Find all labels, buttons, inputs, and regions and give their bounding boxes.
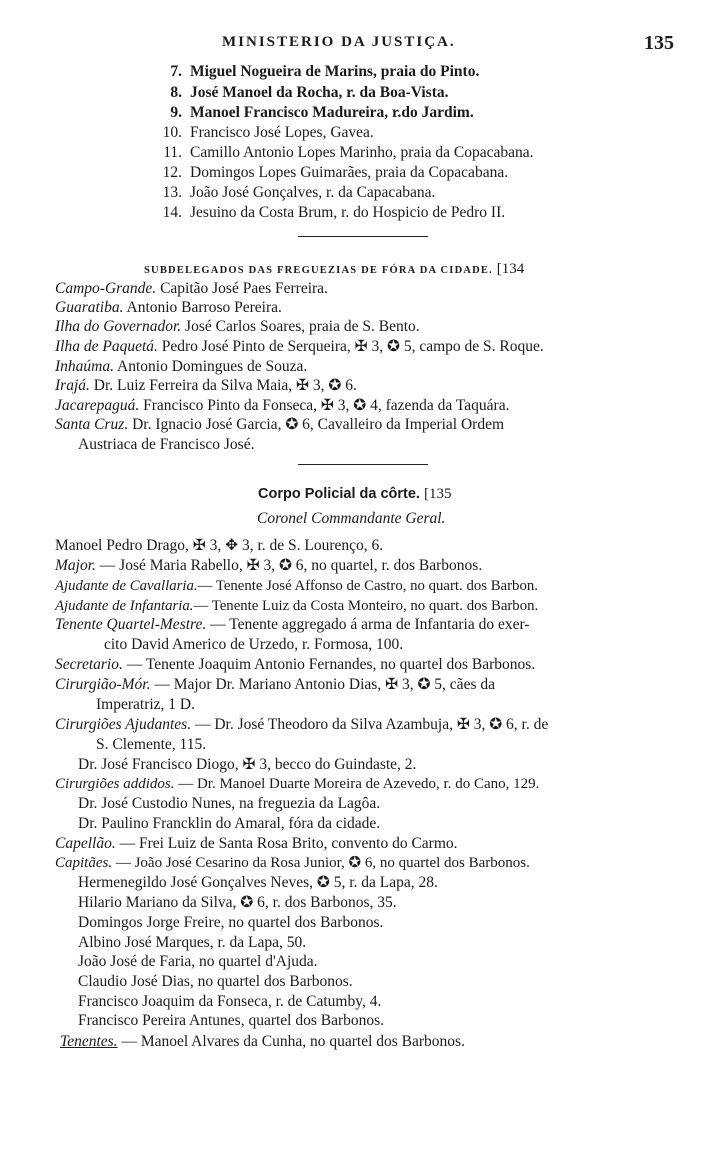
list-item: Santa Cruz. Dr. Ignacio José Garcia, ✪ 6, Cavalleiro da Imperial Ordem xyxy=(55,416,505,433)
list-item: Francisco Joaquim da Fonseca, r. de Catumby, 4. xyxy=(78,993,382,1010)
list-item: Domingos Jorge Freire, no quartel dos Barbonos. xyxy=(78,914,384,931)
list-item-continuation: Imperatriz, 1 D. xyxy=(96,696,195,713)
list-item: Capellão. — Frei Luiz de Santa Rosa Brito, convento do Carmo. xyxy=(55,835,458,852)
running-header xyxy=(0,34,714,58)
list-item: Inhaúma. Antonio Domingues de Souza. xyxy=(55,358,308,375)
list-item: Capitães. — João José Cesarino da Rosa Junior, ✪ 6, no quartel dos Barbonos. xyxy=(55,855,530,871)
section-divider xyxy=(298,236,428,237)
list-item: Tenente Quartel-Mestre. — Tenente aggregado á arma de Infantaria do exer- xyxy=(55,616,530,633)
list-item: 11. Camillo Antonio Lopes Marinho, praia da Copacabana. xyxy=(163,144,534,161)
section-ref: [134 xyxy=(496,261,525,277)
list-item: Guaratiba. Antonio Barroso Pereira. xyxy=(55,299,282,316)
list-item: Campo-Grande. Capitão José Paes Ferreira. xyxy=(55,280,328,297)
list-item: Cirurgiões addidos. — Dr. Manoel Duarte Moreira de Azevedo, r. do Cano, 129. xyxy=(55,776,540,792)
list-item: Cirurgiões Ajudantes. — Dr. José Theodoro da Silva Azambuja, ✠ 3, ✪ 6, r. de xyxy=(55,716,549,733)
list-item: Dr. Paulino Francklin do Amaral, fóra da cidade. xyxy=(78,815,381,832)
list-item: Hilario Mariano da Silva, ✪ 6, r. dos Barbonos, 35. xyxy=(78,894,397,911)
list-item: Ajudante de Cavallaria.— Tenente José Affonso de Castro, no quart. dos Barbon. xyxy=(55,578,538,594)
list-item: Irajá. Dr. Luiz Ferreira da Silva Maia, ✠ 3, ✪ 6. xyxy=(55,377,357,394)
list-item: Dr. José Francisco Diogo, ✠ 3, becco do Guindaste, 2. xyxy=(78,756,417,773)
section-divider xyxy=(298,464,428,465)
list-item: Claudio José Dias, no quartel dos Barbonos. xyxy=(78,973,353,990)
list-item: 10. Francisco José Lopes, Gavea. xyxy=(162,124,374,141)
list-item: 13. João José Gonçalves, r. da Capacabana. xyxy=(162,184,436,201)
list-item: 14. Jesuino da Costa Brum, r. do Hospicio de Pedro II. xyxy=(162,204,506,221)
list-item: Hermenegildo José Gonçalves Neves, ✪ 5, r. da Lapa, 28. xyxy=(78,874,438,891)
list-item: Albino José Marques, r. da Lapa, 50. xyxy=(78,934,307,951)
list-item: Secretario. — Tenente Joaquim Antonio Fernandes, no quartel dos Barbonos. xyxy=(55,656,536,673)
section-ref: [135 xyxy=(423,486,452,502)
list-item: Ilha do Governador. José Carlos Soares, praia de S. Bento. xyxy=(55,318,420,335)
list-item: Francisco Pereira Antunes, quartel dos Barbonos. xyxy=(78,1012,385,1029)
list-item-continuation: S. Clemente, 115. xyxy=(96,736,207,753)
corpo-heading: Corpo Policial da côrte. [135 xyxy=(258,486,452,502)
list-item: Major. — José Maria Rabello, ✠ 3, ✪ 6, no quartel, r. dos Barbonos. xyxy=(55,557,483,574)
list-item-continuation: Austriaca de Francisco José. xyxy=(78,436,255,453)
list-item: Jacarepaguá. Francisco Pinto da Fonseca, ✠ 3, ✪ 4, fazenda da Taquára. xyxy=(55,397,510,414)
list-item: 8. José Manoel da Rocha, r. da Boa-Vista. xyxy=(170,84,449,101)
list-item: Tenentes. — Manoel Alvares da Cunha, no quartel dos Barbonos. xyxy=(60,1033,465,1050)
list-item: Ajudante de Infantaria.— Tenente Luiz da Costa Monteiro, no quart. dos Barbon. xyxy=(55,598,539,614)
subdelegados-heading: SUBDELEGADOS DAS FREGUEZIAS DE FÓRA DA CIDADE. [134 xyxy=(144,261,525,277)
list-item: João José de Faria, no quartel d'Ajuda. xyxy=(78,953,318,970)
list-item: Dr. José Custodio Nunes, na freguezia da Lagôa. xyxy=(78,795,381,812)
list-item: 12. Domingos Lopes Guimarães, praia da Copacabana. xyxy=(162,164,509,181)
list-item: Cirurgião-Mór. — Major Dr. Mariano Antonio Dias, ✠ 3, ✪ 5, cães da xyxy=(55,676,495,693)
list-item-continuation: cito David Americo de Urzedo, r. Formosa, 100. xyxy=(104,636,404,653)
corpo-subheading: Coronel Commandante Geral. xyxy=(257,510,446,527)
list-item: Ilha de Paquetá. Pedro José Pinto de Serqueira, ✠ 3, ✪ 5, campo de S. Roque. xyxy=(55,338,544,355)
page-number: 135 xyxy=(644,32,674,54)
list-item: 7. Miguel Nogueira de Marins, praia do Pinto. xyxy=(170,63,480,80)
list-item: Manoel Pedro Drago, ✠ 3, ✥ 3, r. de S. Lourenço, 6. xyxy=(55,537,384,554)
header-title: MINISTERIO DA JUSTIÇA. xyxy=(222,34,456,50)
list-item: 9. Manoel Francisco Madureira, r.do Jardim. xyxy=(170,104,474,121)
